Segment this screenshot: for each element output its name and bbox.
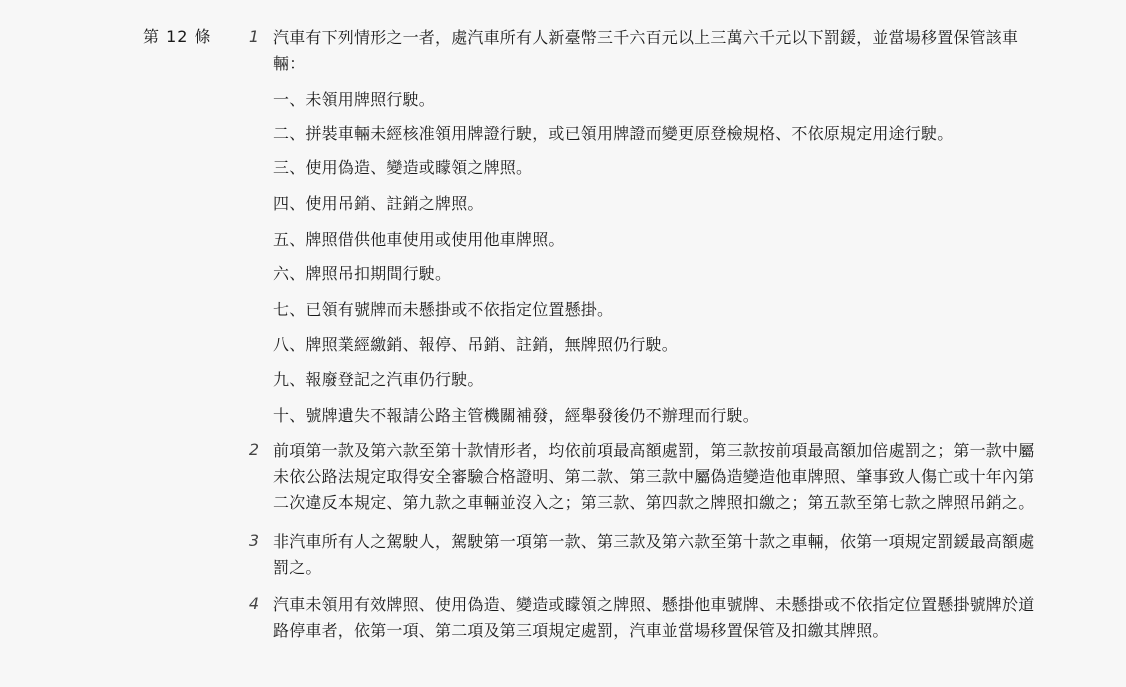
paragraph-text: 非汽車所有人之駕駛人，駕駛第一項第一款、第三款及第六款至第十款之車輛，依第一項規定罰鍰最高額處罰之。 [273, 532, 1035, 577]
list-item: 八、牌照業經繳銷、報停、吊銷、註銷，無牌照仍行駛。 [273, 335, 679, 354]
paragraph-number: 3 [248, 531, 260, 550]
paragraph-text: 前項第一款及第六款至第十款情形者，均依前項最高額處罰，第三款按前項最高額加倍處罰之；第一款中屬未依公路法規定取得安全審驗合格證明、第二款、第三款中屬偽造變造他車牌照、肇事致人傷亡或十年內第二次違反本規定、第九款之車輛並沒入之；第三款、第四款之牌照扣繳之；第五款至第七款之牌照吊銷之。 [273, 441, 1035, 512]
paragraph-text: 汽車未領用有效牌照、使用偽造、變造或矇領之牌照、懸掛他車號牌、未懸掛或不依指定位置懸掛號牌於道路停車者，依第一項、第二項及第三項規定處罰，汽車並當場移置保管及扣繳其牌照。 [273, 595, 1035, 640]
paragraph-4 [244, 592, 1044, 644]
list-item: 七、已領有號牌而未懸掛或不依指定位置懸掛。 [273, 300, 614, 319]
list-item: 二、拼裝車輛未經核准領用牌證行駛，或已領用牌證而變更原登檢規格、不依原規定用途行駛。 [273, 124, 954, 143]
list-item: 九、報廢登記之汽車仍行駛。 [273, 370, 484, 389]
list-item: 五、牌照借供他車使用或使用他車牌照。 [273, 230, 565, 249]
list-item: 四、使用吊銷、註銷之牌照。 [273, 194, 484, 213]
paragraph-1 [244, 25, 1044, 77]
paragraph-number: 1 [248, 27, 260, 46]
paragraph-3 [244, 529, 1044, 581]
paragraph-text: 汽車有下列情形之一者，處汽車所有人新臺幣三千六百元以上三萬六千元以下罰鍰，並當場移置保管該車輛： [273, 28, 1019, 73]
list-item: 十、號牌遺失不報請公路主管機關補發，經舉發後仍不辦理而行駛。 [273, 406, 760, 425]
list-item: 六、牌照吊扣期間行駛。 [273, 264, 452, 283]
article-number: 第 12 條 [143, 27, 212, 46]
paragraph-number: 4 [248, 594, 260, 613]
list-item: 一、未領用牌照行駛。 [273, 90, 436, 109]
paragraph-2 [244, 438, 1044, 516]
paragraph-number: 2 [248, 440, 260, 459]
list-item: 三、使用偽造、變造或矇領之牌照。 [273, 158, 533, 177]
